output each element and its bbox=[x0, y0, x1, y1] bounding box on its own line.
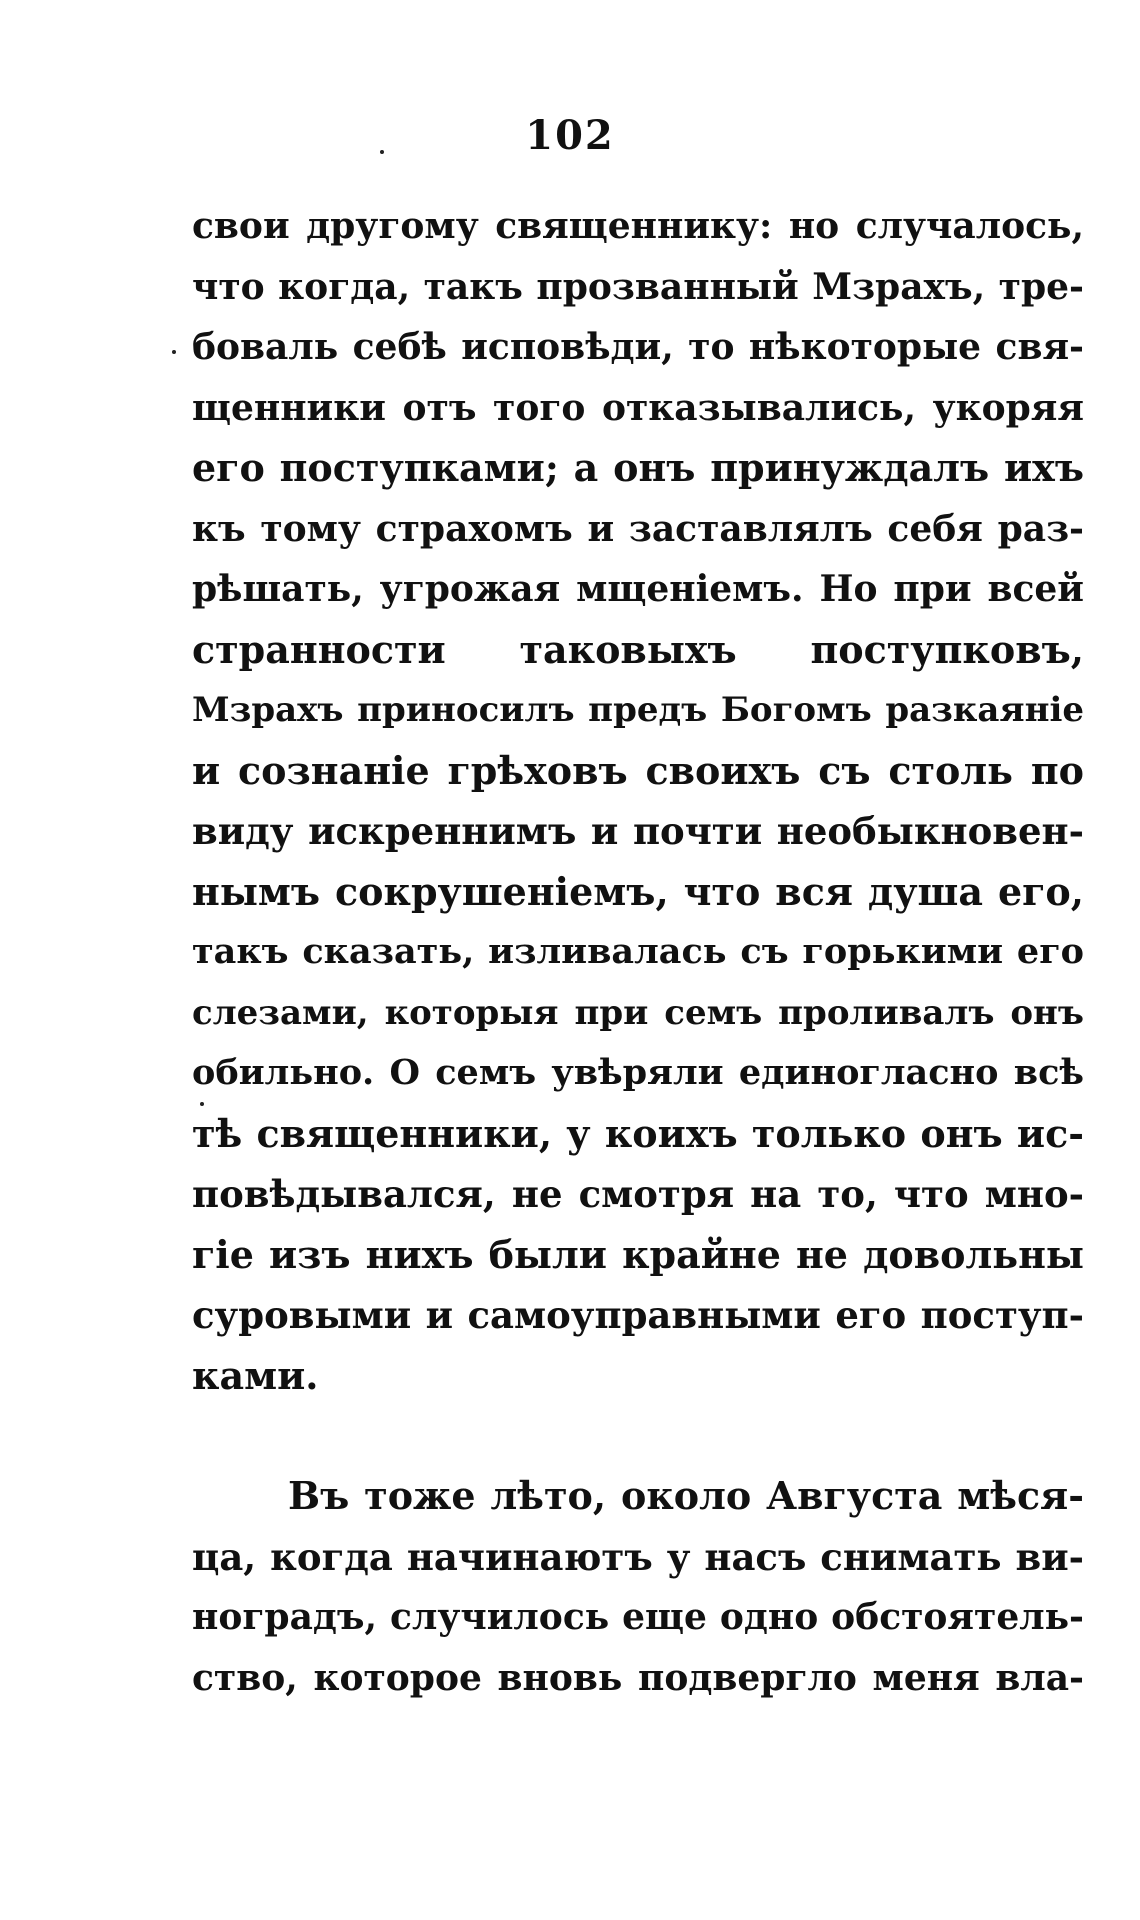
ink-speck bbox=[172, 350, 176, 354]
text-line: Мзрахъ приносилъ предъ Богомъ разкаяніе bbox=[192, 690, 1084, 730]
text-line: ками. bbox=[192, 1352, 319, 1398]
text-line: къ тому страхомъ и заставлялъ себя раз- bbox=[192, 507, 1084, 550]
text-line: слезами, которыя при семъ проливалъ онъ bbox=[192, 992, 1084, 1033]
text-line: суровыми и самоуправными его поступ- bbox=[192, 1293, 1084, 1337]
text-line: его поступками; а онъ принуждалъ ихъ bbox=[192, 445, 1084, 490]
text-line: боваль себѣ исповѣди, то нѣкоторые свя- bbox=[192, 326, 1084, 368]
text-line: повѣдывался, не смотря на то, что мно- bbox=[192, 1172, 1084, 1216]
page-number: 102 bbox=[525, 112, 615, 159]
text-line: гіе изъ нихъ были крайне не довольны bbox=[192, 1231, 1084, 1277]
text-line: странности таковыхъ поступковъ, bbox=[192, 626, 1084, 672]
text-line: свои другому священнику: но случалось, bbox=[192, 205, 1084, 247]
text-line: тѣ священники, у коихъ только онъ ис- bbox=[192, 1110, 1084, 1156]
text-line: ство, которое вновь подвергло меня вла- bbox=[192, 1656, 1084, 1699]
text-line: что когда, такъ прозванный Мзрахъ, тре- bbox=[192, 265, 1084, 308]
text-line: обильно. О семъ увѣряли единогласно всѣ bbox=[192, 1052, 1084, 1093]
text-line: такъ сказать, изливалась съ горькими его bbox=[192, 931, 1084, 972]
text-line: виду искреннимъ и почти необыкновен- bbox=[192, 809, 1084, 853]
ink-speck bbox=[200, 1102, 204, 1106]
paragraph-2 bbox=[192, 1466, 1084, 1708]
text-line: щенники отъ того отказывались, укоряя bbox=[192, 386, 1084, 429]
text-line: и сознаніе грѣховъ своихъ съ столь по bbox=[192, 747, 1084, 793]
paragraph-1 bbox=[192, 196, 1084, 1406]
text-line: Въ тоже лѣто, около Августа мѣся- bbox=[288, 1473, 1084, 1518]
text-line: нымъ сокрушеніемъ, что вся душа его, bbox=[192, 868, 1084, 914]
ink-speck bbox=[380, 150, 384, 154]
text-line: ца, когда начинаютъ у насъ снимать ви- bbox=[192, 1534, 1084, 1579]
text-line: рѣшать, угрожая мщеніемъ. Но при всей bbox=[192, 568, 1084, 610]
text-line: ноградъ, случилось еще одно обстоятель- bbox=[192, 1596, 1084, 1638]
